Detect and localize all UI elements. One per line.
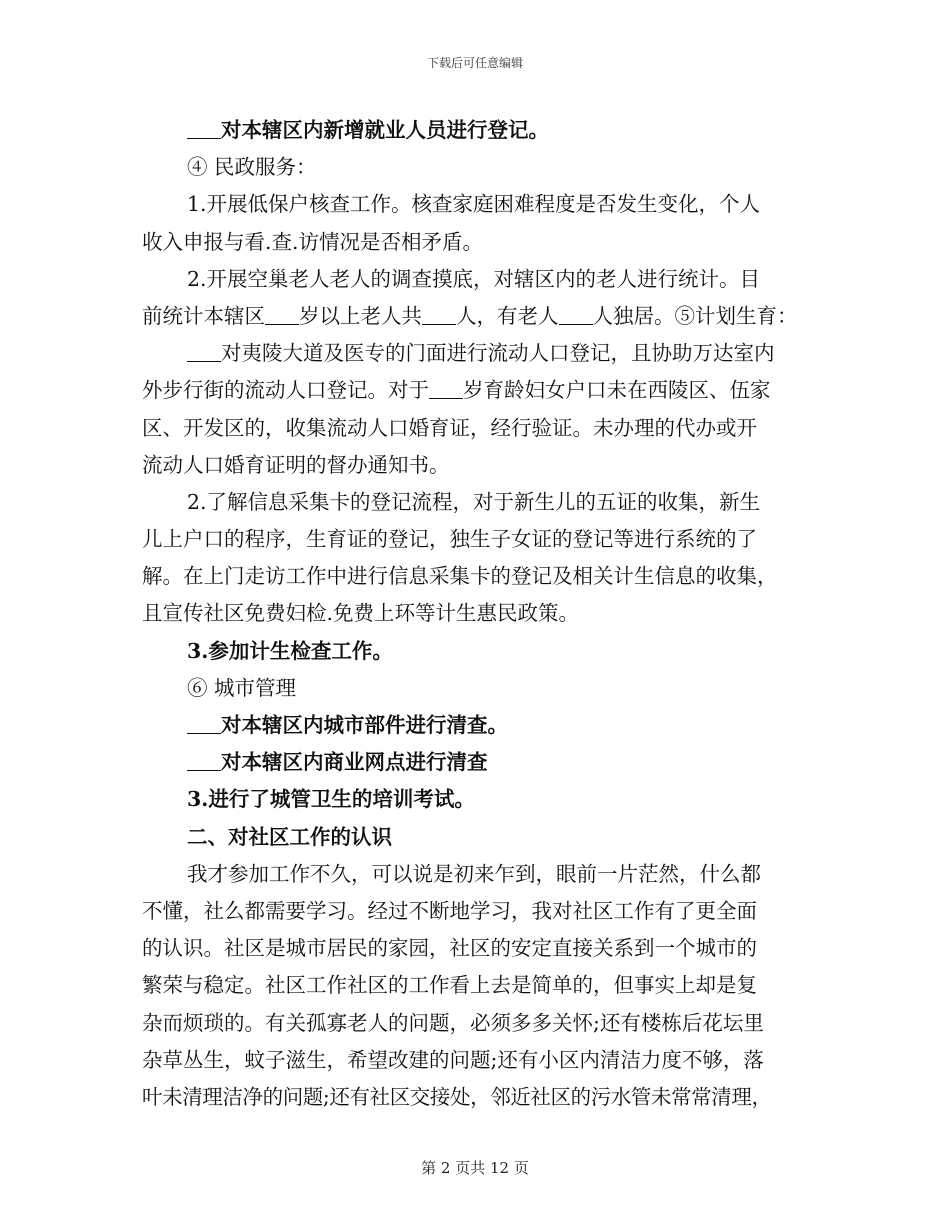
text-line: 儿上户口的程序，生育证的登记，独生子女证的登记等进行系统的了 xyxy=(142,527,757,552)
text-line: 杂草丛生，蚊子滋生，希望改建的问题;还有小区内清洁力度不够，落 xyxy=(142,1047,764,1072)
page-header: 下载后可任意编辑 xyxy=(426,56,523,70)
text-line: 流动人口婚育证明的督办通知书。 xyxy=(142,452,450,477)
text-line: 2.开展空巢老人老人的调查摸底，对辖区内的老人进行统计。目 xyxy=(187,266,761,291)
text-line: 且宣传社区免费妇检.免费上环等计生惠民政策。 xyxy=(142,601,580,626)
page-footer: 第 2 页共 12 页 xyxy=(421,1159,529,1177)
fill-blank xyxy=(559,304,593,325)
fill-blank xyxy=(187,118,221,139)
fill-blank xyxy=(265,304,299,325)
text-line: 1.开展低保户核查工作。核查家庭困难程度是否发生变化，个人 xyxy=(187,192,761,217)
text-line: 对夷陵大道及医专的门面进行流动人口登记，且协助万达室内 xyxy=(142,339,812,376)
fill-blank xyxy=(187,341,221,362)
section-heading-city-management: ⑥ 城市管理 xyxy=(187,675,297,700)
text-line: 不懂，社么都需要学习。经过不断地学习，我对社区工作有了更全面 xyxy=(142,898,757,923)
text-line: 3.参加计生检查工作。 xyxy=(187,638,393,663)
fill-blank xyxy=(187,750,221,771)
text-line: 的认识。社区是城市居民的家园，社区的安定直接关系到一个城市的 xyxy=(142,936,757,961)
text-line: 繁荣与稳定。社区工作社区的工作看上去是简单的，但事实上却是复 xyxy=(142,973,757,998)
fill-blank xyxy=(429,378,463,399)
section-heading-community-work: 二、对社区工作的认识 xyxy=(187,824,392,849)
text-line: 解。在上门走访工作中进行信息采集卡的登记及相关计生信息的收集， xyxy=(142,564,778,589)
text-line: 外步行街的流动人口登记。对于 岁育龄妇女户口未在西陵区、伍家 xyxy=(142,378,771,403)
text-line: 我才参加工作不久，可以说是初来乍到，眼前一片茫然，什么都 xyxy=(187,861,761,886)
text-line: 3.进行了城管卫生的培训考试。 xyxy=(187,787,475,812)
text-line: 对本辖区内城市部件进行清查。 xyxy=(142,711,812,748)
text-line: 前统计本辖区 岁以上老人共 人，有老人 人独居。⑤计划生育： xyxy=(142,303,798,328)
text-line: 对本辖区内商业网点进行清查 xyxy=(142,748,812,785)
text-line: 区、开发区的，收集流动人口婚育证，经行验证。未办理的代办或开 xyxy=(142,415,757,440)
section-heading-civil-affairs: ④ 民政服务： xyxy=(187,155,317,180)
text-line: 收入申报与看.查.访情况是否相矛盾。 xyxy=(142,229,484,254)
text-line: 杂而烦琐的。有关孤寡老人的问题，必须多多关怀;还有楼栋后花坛里 xyxy=(142,1010,764,1035)
text-line: 叶未清理洁净的问题;还有社区交接处，邻近社区的污水管未常常清理， xyxy=(142,1084,772,1109)
text-line: 2.了解信息采集卡的登记流程，对于新生儿的五证的收集，新生 xyxy=(187,489,761,514)
text-line: 对本辖区内新增就业人员进行登记。 xyxy=(142,116,812,153)
fill-blank xyxy=(187,713,221,734)
fill-blank xyxy=(422,304,456,325)
document-body xyxy=(142,116,812,1120)
